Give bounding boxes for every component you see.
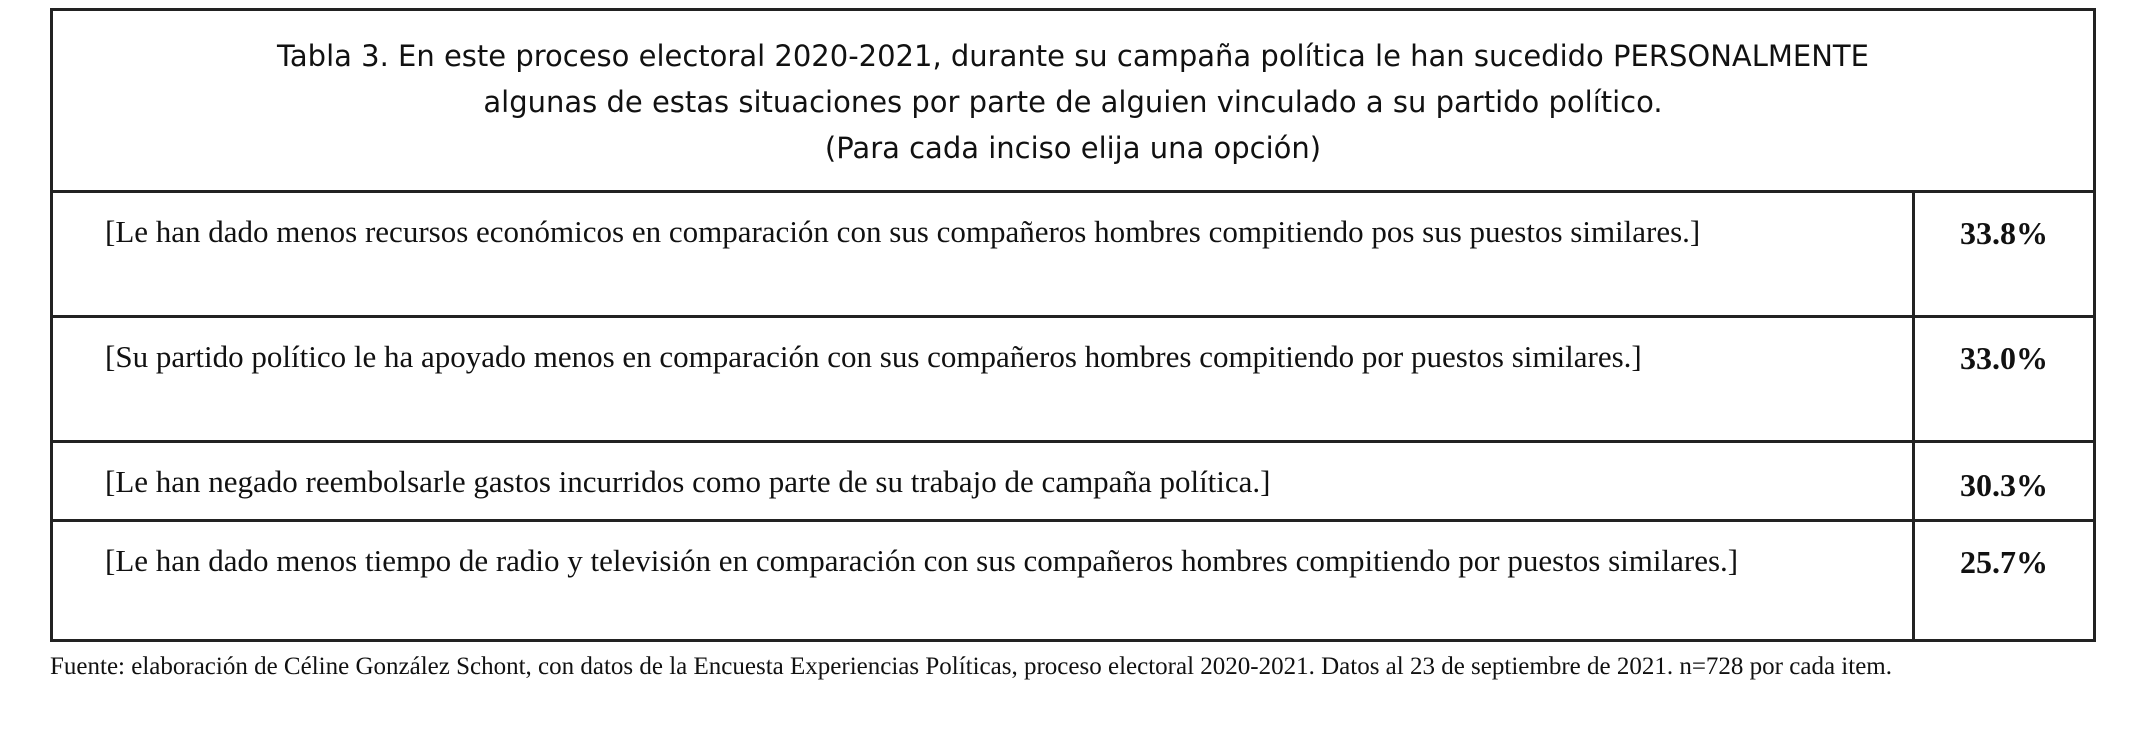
table-row	[53, 193, 2093, 318]
percentage-value: 33.8%	[1960, 215, 2048, 251]
situation-text: [Le han dado menos recursos económicos en comparación con sus compañeros hombres compitiendo pos sus puestos similares.]	[53, 193, 1915, 315]
table-row	[53, 522, 2093, 642]
situation-text: [Le han dado menos tiempo de radio y televisión en comparación con sus compañeros hombres compitiendo por puestos similares.]	[53, 522, 1915, 642]
table-title	[53, 11, 2093, 193]
table-title-line: Tabla 3. En este proceso electoral 2020-2021, durante su campaña política le han sucedido PERSONALMENTE	[277, 39, 1869, 73]
situation-text: [Le han negado reembolsarle gastos incurridos como parte de su trabajo de campaña política.]	[53, 443, 1915, 519]
situation-text: [Su partido político le ha apoyado menos en comparación con sus compañeros hombres compitiendo por puestos similares.]	[53, 318, 1915, 440]
table-row	[53, 443, 2093, 522]
percentage-value: 33.0%	[1960, 340, 2048, 376]
source-footnote: Fuente: elaboración de Céline González Schont, con datos de la Encuesta Experiencias Políticas, proceso electoral 2020-2021. Datos al 23 de septiembre de 2021. n=728 por cada item.	[50, 653, 1892, 680]
percentage-value: 30.3%	[1960, 467, 2048, 503]
survey-table	[50, 8, 2096, 642]
percentage-value: 25.7%	[1960, 544, 2048, 580]
table-title-line: (Para cada inciso elija una opción)	[824, 131, 1322, 165]
table-title-line: algunas de estas situaciones por parte de alguien vinculado a su partido político.	[483, 85, 1663, 119]
table-row	[53, 318, 2093, 443]
